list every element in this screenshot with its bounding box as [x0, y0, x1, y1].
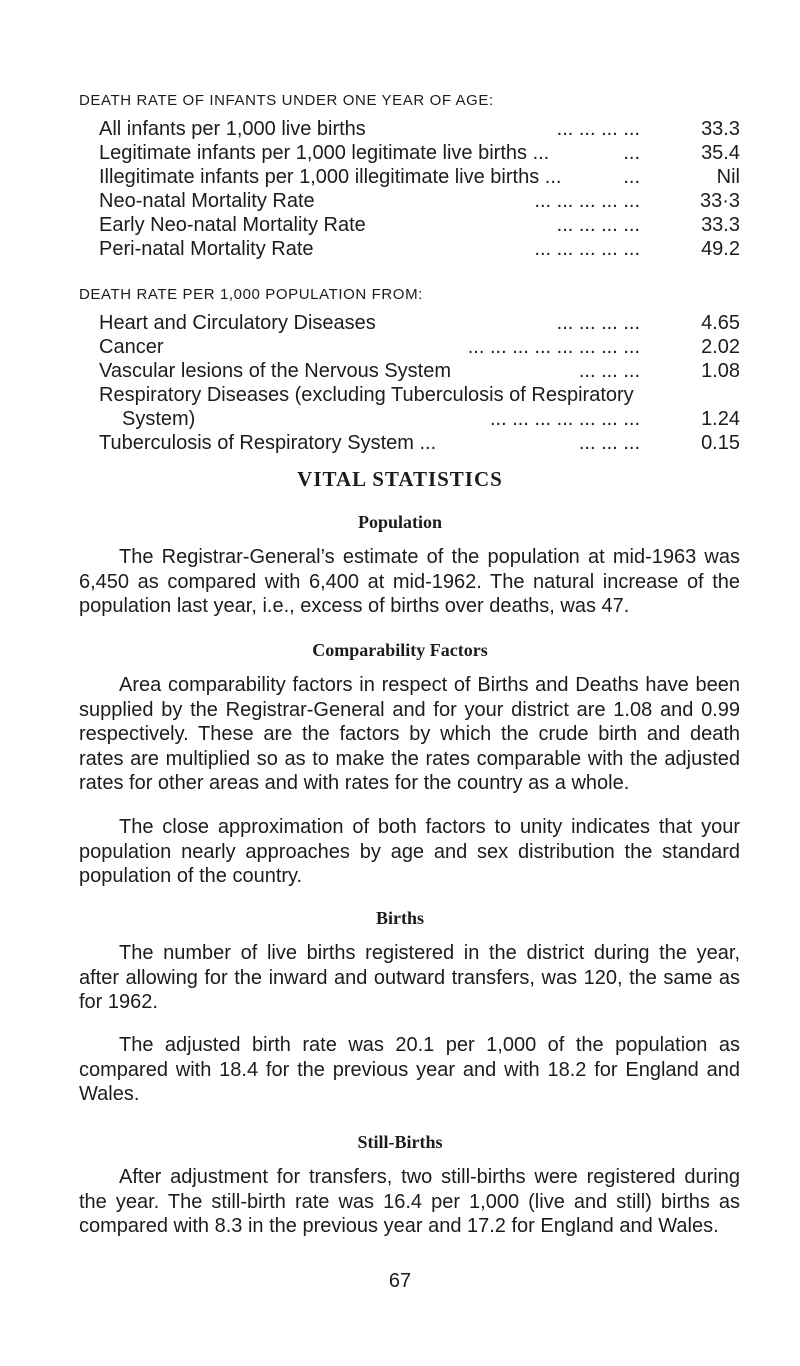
row-label: Peri-natal Mortality Rate — [99, 238, 314, 260]
row-dots: ... ... ... — [578, 432, 640, 454]
row-value: 0.15 — [701, 432, 740, 454]
row-value: 33.3 — [701, 118, 740, 140]
table-row — [99, 117, 740, 141]
population-death-rate-table — [99, 311, 740, 455]
row-label: System) — [122, 408, 196, 430]
comparability-paragraph-2: The close approximation of both factors to unity indicates that your population nearly approaches by age and sex distribution the standard population of the country. — [79, 816, 740, 887]
table-row — [99, 311, 740, 335]
row-label: All infants per 1,000 live births — [99, 118, 366, 140]
page-number: 67 — [388, 1270, 412, 1292]
row-dots: ... ... ... ... — [556, 312, 640, 334]
table-row — [99, 431, 740, 455]
row-dots: ... ... ... ... ... — [534, 190, 640, 212]
row-value: 33.3 — [701, 214, 740, 236]
row-label: Tuberculosis of Respiratory System ... — [99, 432, 437, 454]
row-dots: ... ... ... ... ... ... ... — [489, 408, 640, 430]
infant-death-rate-table — [99, 117, 740, 261]
row-label: Heart and Circulatory Diseases — [99, 312, 376, 334]
row-label: Cancer — [99, 336, 164, 358]
population-paragraph: The Registrar-General’s estimate of the population at mid-1963 was 6,450 as compared with 6,400 at mid-1962. The natural increase of the population last year, i.e., excess of births over deaths, was 47. — [79, 546, 740, 617]
births-paragraph-2: The adjusted birth rate was 20.1 per 1,000 of the population as compared with 18.4 for the previous year and with 18.2 for England and Wales. — [79, 1034, 740, 1105]
row-label: Vascular lesions of the Nervous System — [99, 360, 452, 382]
row-label: Illegitimate infants per 1,000 illegitimate live births ... — [99, 166, 562, 188]
table-row — [99, 165, 740, 189]
comparability-paragraph-1: Area comparability factors in respect of Births and Deaths have been supplied by the Registrar-General and for your district are 1.08 and 0.99 respectively. These are the factors by which the crude birth and death rates are multiplied so as to make the rates comparable with the adjusted rates for other areas and with rates for the country as a whole. — [79, 674, 740, 794]
table-row — [99, 407, 740, 431]
still-births-section-title: Still-Births — [357, 1132, 443, 1152]
births-paragraph-1: The number of live births registered in the district during the year, after allowing for the inward and outward transfers, was 120, the same as for 1962. — [79, 942, 740, 1013]
row-value: 35.4 — [701, 142, 740, 164]
row-label: Legitimate infants per 1,000 legitimate live births ... — [99, 142, 550, 164]
births-section-title: Births — [375, 908, 424, 928]
row-value: 49.2 — [701, 238, 740, 260]
row-dots: ... ... ... ... ... ... ... ... — [467, 336, 640, 358]
row-dots: ... ... ... ... ... — [534, 238, 640, 260]
infant-death-rate-heading: DEATH RATE OF INFANTS UNDER ONE YEAR OF AGE: — [79, 92, 494, 109]
row-value: 33·3 — [699, 190, 740, 212]
row-dots: ... ... ... ... — [556, 214, 640, 236]
row-dots: ... — [623, 142, 640, 164]
table-row — [99, 335, 740, 359]
row-label: Early Neo-natal Mortality Rate — [99, 214, 366, 236]
still-births-paragraph: After adjustment for transfers, two still-births were registered during the year. The still-birth rate was 16.4 per 1,000 (live and still) births as compared with 8.3 in the previous year and 17.2 for England and Wales. — [79, 1166, 740, 1237]
row-dots: ... — [623, 166, 640, 188]
population-section-title: Population — [357, 512, 443, 532]
table-row — [99, 141, 740, 165]
row-value: Nil — [716, 166, 740, 188]
population-death-rate-heading: DEATH RATE PER 1,000 POPULATION FROM: — [79, 286, 423, 303]
row-value: 2.02 — [701, 336, 740, 358]
comparability-section-title: Comparability Factors — [312, 640, 488, 660]
row-value: 1.08 — [701, 360, 740, 382]
vital-statistics-title: VITAL STATISTICS — [297, 467, 503, 491]
table-row — [99, 383, 740, 407]
row-dots: ... ... ... — [578, 360, 640, 382]
table-row — [99, 237, 740, 261]
table-row — [99, 359, 740, 383]
row-value: 1.24 — [701, 408, 740, 430]
row-value: 4.65 — [701, 312, 740, 334]
row-label: Neo-natal Mortality Rate — [99, 190, 315, 212]
row-dots: ... ... ... ... — [556, 118, 640, 140]
table-row — [99, 213, 740, 237]
row-label: Respiratory Diseases (excluding Tuberculosis of Respiratory — [99, 384, 634, 406]
table-row — [99, 189, 740, 213]
